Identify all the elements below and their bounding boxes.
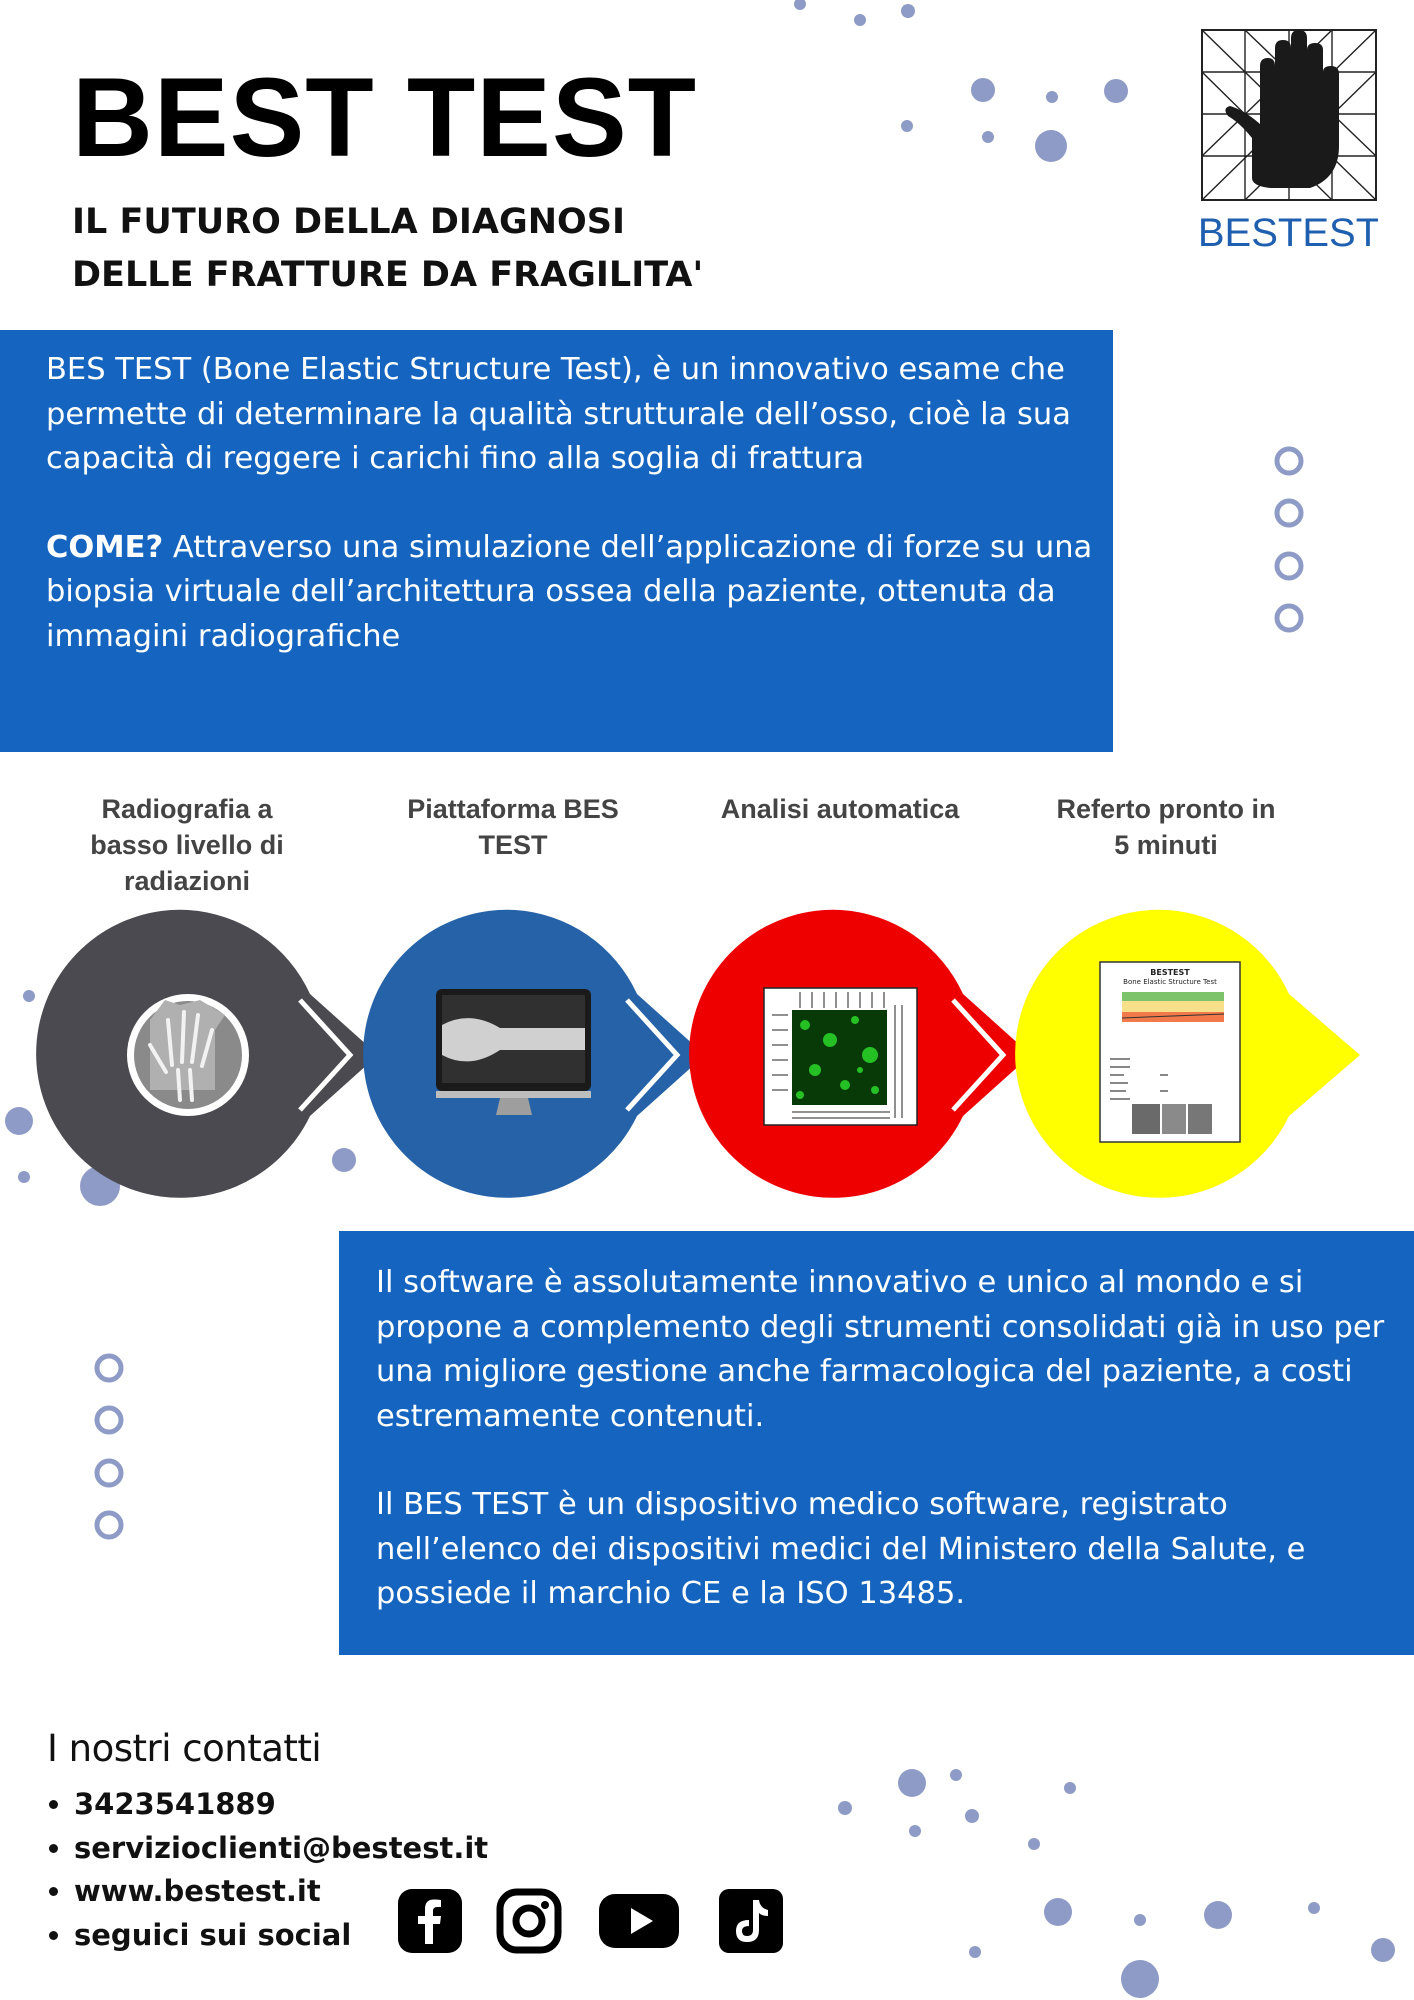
details-box (339, 1231, 1414, 1655)
report-thumb-subtitle: Bone Elastic Structure Test (1123, 978, 1217, 986)
tiktok-icon[interactable] (718, 1888, 784, 1954)
report-thumb-title: BESTEST (1150, 968, 1190, 977)
process-flow (0, 880, 1414, 1220)
step-label-report: Referto pronto in 5 minuti (1056, 794, 1276, 860)
step-report (1015, 910, 1360, 1198)
report-icon (1100, 962, 1240, 1142)
step-xray (36, 910, 378, 1198)
contacts-title: I nostri contatti (47, 1727, 322, 1770)
details-paragraph-1: Il software è assolutamente innovativo e unico al mondo e si propone a complemento degli strumenti consolidati già in uso per una migliore gestione anche farmacologica del paziente, a costi estremamente contenuti. (376, 1265, 1385, 1434)
contact-social-text: • seguici sui social (74, 1914, 488, 1958)
logo-text: BESTEST (1200, 211, 1378, 255)
intro-paragraph-2 (46, 526, 1093, 660)
page-subtitle (72, 196, 703, 302)
bestest-logo (1200, 28, 1378, 256)
subtitle-line-2: DELLE FRATTURE DA FRAGILITA' (72, 255, 704, 295)
bone-analysis-icon (764, 988, 917, 1125)
details-paragraph-2: Il BES TEST è un dispositivo medico software, registrato nell’elenco dei dispositivi medici del Ministero della Salute, e possiede il marchio CE e la ISO 13485. (376, 1487, 1306, 1611)
youtube-icon[interactable] (597, 1888, 681, 1954)
step-analysis (689, 910, 1031, 1198)
contact-website[interactable]: • www.bestest.it (74, 1870, 488, 1914)
instagram-icon[interactable] (496, 1888, 562, 1954)
step-label-platform: Piattaforma BES TEST (407, 794, 619, 860)
page-title: BEST TEST (72, 55, 698, 180)
contact-phone[interactable]: • 3423541889 (74, 1783, 488, 1827)
facebook-icon[interactable] (397, 1888, 463, 1954)
subtitle-line-1: IL FUTURO DELLA DIAGNOSI (72, 202, 626, 242)
intro-come-text: Attraverso una simulazione dell’applicazione di forze su una biopsia virtuale dell’architettura ossea della paziente, ottenuta da immagini radiografiche (46, 529, 1093, 654)
step-label-xray: Radiografia a basso livello di radiazioni (90, 794, 284, 896)
intro-come-label: COME? (46, 529, 164, 565)
hand-grid-icon (1200, 28, 1378, 256)
contact-email[interactable]: • servizioclienti@bestest.it (74, 1827, 488, 1871)
intro-paragraph-1: BES TEST (Bone Elastic Structure Test), è un innovativo esame che permette di determinare la qualità strutturale dell’osso, cioè la sua capacità di reggere i carichi fino alla soglia di frattura (46, 352, 1071, 476)
step-label-analysis: Analisi automatica (720, 794, 960, 824)
step-platform (363, 910, 705, 1198)
monitor-icon (436, 989, 591, 1115)
intro-box (0, 330, 1113, 752)
hand-xray-icon (127, 994, 249, 1116)
